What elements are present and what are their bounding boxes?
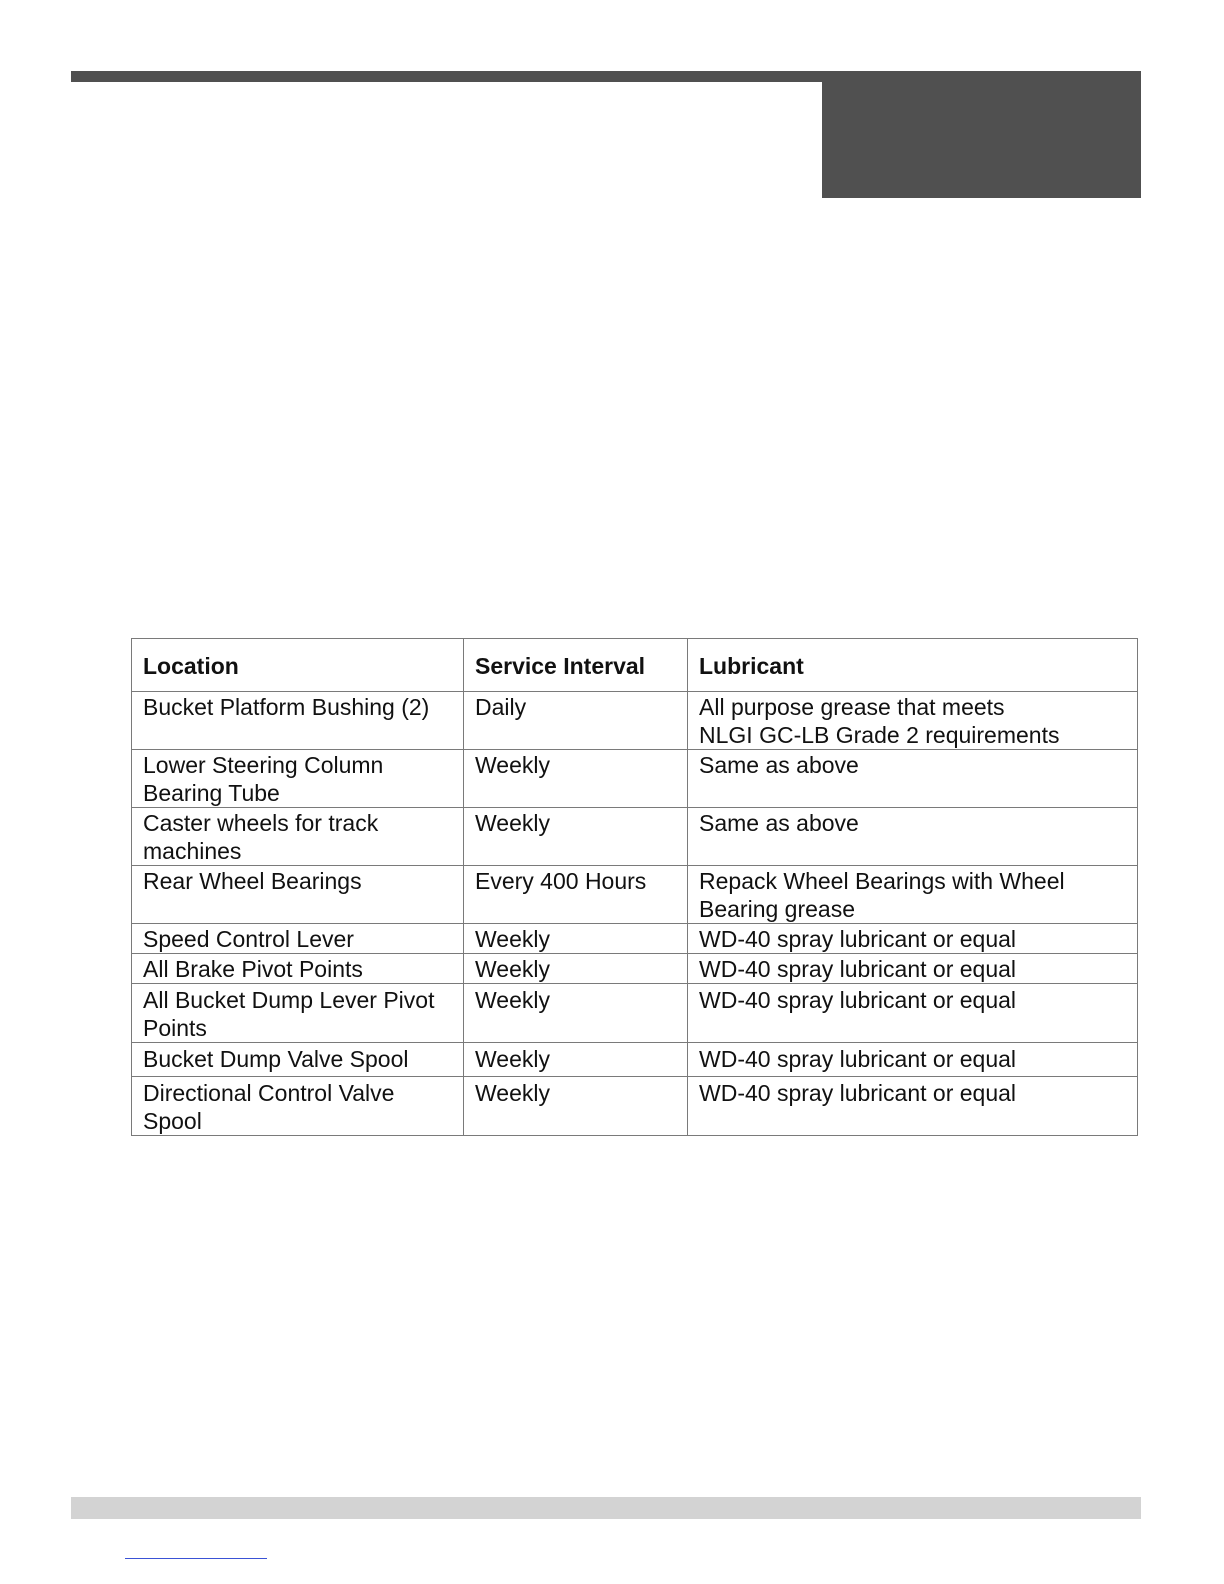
lubrication-schedule-table	[131, 638, 1138, 1136]
lubricant-line: NLGI GC-LB Grade 2 requirements	[699, 722, 1060, 748]
location-cell: All Brake Pivot Points	[132, 954, 464, 984]
location-cell	[132, 808, 464, 866]
table-row	[132, 1077, 1138, 1136]
lubrication-table-container	[131, 638, 1137, 1136]
location-cell: Bucket Dump Valve Spool	[132, 1043, 464, 1077]
interval-cell: Weekly	[464, 750, 688, 808]
location-line: machines	[143, 838, 242, 864]
location-cell	[132, 984, 464, 1043]
interval-cell: Daily	[464, 692, 688, 750]
lubricant-cell: WD-40 spray lubricant or equal	[688, 954, 1138, 984]
location-cell	[132, 1077, 464, 1136]
table-header-row	[132, 639, 1138, 692]
footer-link-underline[interactable]	[125, 1558, 267, 1559]
location-line: Caster wheels for track	[143, 810, 379, 836]
location-line: Spool	[143, 1108, 202, 1134]
interval-cell: Weekly	[464, 808, 688, 866]
lubricant-cell: Same as above	[688, 808, 1138, 866]
table-row	[132, 692, 1138, 750]
table-row	[132, 866, 1138, 924]
table-row	[132, 1043, 1138, 1077]
interval-cell: Weekly	[464, 1043, 688, 1077]
location-line: Bearing Tube	[143, 780, 280, 806]
location-cell: Speed Control Lever	[132, 924, 464, 954]
location-cell	[132, 750, 464, 808]
interval-cell: Weekly	[464, 1077, 688, 1136]
table-row	[132, 750, 1138, 808]
column-header-service-interval: Service Interval	[464, 639, 688, 692]
column-header-location: Location	[132, 639, 464, 692]
table-row	[132, 808, 1138, 866]
footer-bar	[71, 1497, 1141, 1519]
lubricant-cell: WD-40 spray lubricant or equal	[688, 924, 1138, 954]
interval-cell: Weekly	[464, 954, 688, 984]
column-header-lubricant: Lubricant	[688, 639, 1138, 692]
location-cell: Bucket Platform Bushing (2)	[132, 692, 464, 750]
lubricant-cell	[688, 692, 1138, 750]
interval-cell: Every 400 Hours	[464, 866, 688, 924]
lubricant-line: Repack Wheel Bearings with Wheel	[699, 868, 1065, 894]
lubricant-cell: WD-40 spray lubricant or equal	[688, 1077, 1138, 1136]
lubricant-cell: WD-40 spray lubricant or equal	[688, 1043, 1138, 1077]
lubricant-cell	[688, 866, 1138, 924]
interval-cell: Weekly	[464, 924, 688, 954]
location-line: Lower Steering Column	[143, 752, 384, 778]
location-line: All Bucket Dump Lever Pivot	[143, 987, 435, 1013]
location-line: Points	[143, 1015, 207, 1041]
header-tab-block	[822, 71, 1141, 198]
lubricant-line: All purpose grease that meets	[699, 694, 1005, 720]
lubricant-cell: Same as above	[688, 750, 1138, 808]
table-row	[132, 984, 1138, 1043]
lubricant-line: Bearing grease	[699, 896, 855, 922]
location-cell: Rear Wheel Bearings	[132, 866, 464, 924]
lubricant-cell: WD-40 spray lubricant or equal	[688, 984, 1138, 1043]
location-line: Directional Control Valve	[143, 1080, 395, 1106]
table-row	[132, 924, 1138, 954]
table-row	[132, 954, 1138, 984]
interval-cell: Weekly	[464, 984, 688, 1043]
